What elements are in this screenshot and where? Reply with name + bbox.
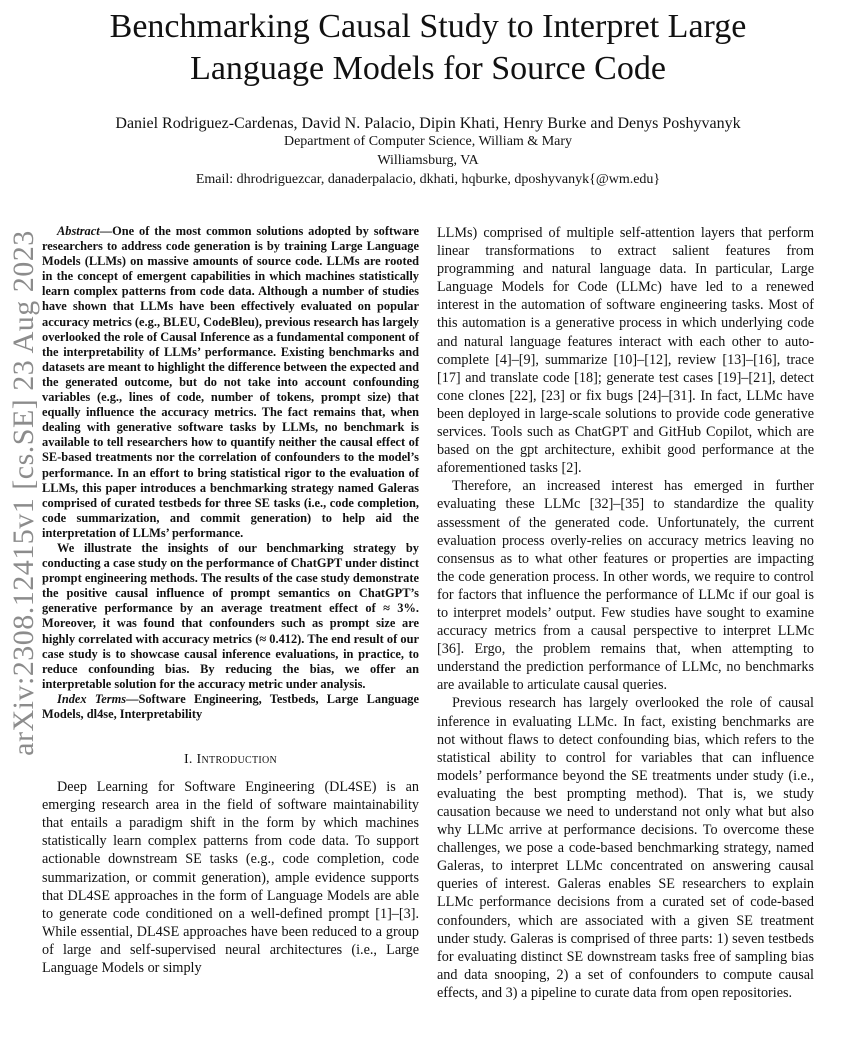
right-column — [437, 224, 814, 1002]
right-paragraph-1: LLMs) comprised of multiple self-attention layers that perform linear transformations to extract salient features from programming and natural language data. In particular, Large Language Models for Code (LLMc) have led to a renewed interest in the automation of software engineering tasks. Most of this automation is a generative process in which underlying code and natural language features interact with each other to auto-complete [4]–[9], summarize [10]–[12], review [13]–[16], trace [17] and translate code [18]; generate test cases [19]–[21], detect cone clones [22], [23] or fix bugs [24]–[31]. In fact, LLMc have been deployed in large-scale solutions to provide code generative services. Tools such as ChatGPT and GitHub Copilot, which are based on the gpt architecture, exhibit good performance at the aforementioned tasks [2]. — [437, 225, 814, 477]
paper-title — [40, 6, 816, 90]
right-paragraph-3: Previous research has largely overlooked the role of causal inference in evaluating LLMc. In fact, existing benchmarks are not without flaws to detect confounding bias, which refers to the statistical ability to control for variables that can influence models’ performance beyond the SE treatments under study (i.e., evaluating the best prompting method). That is, we study causation because we need to understand not only what but also why LLMc arrive at performance decisions. To overcome these challenges, we pose a code-based benchmarking strategy, named Galeras, to interpret LLMc concentrated on answering causal queries of interest. Galeras enables SE researchers to explain LLMc performance decisions from a curated set of code-based confounders, which are associated with a given SE treatment under study. Galeras is comprised of three parts: 1) seven testbeds for evaluating distinct SE downstream tasks free of sampling bias and data snooping, 2) a set of confounders to compute causal effects, and 3) a pipeline to curate data from open repositories. — [437, 695, 814, 1001]
index-terms-text: —Software Engineering, Testbeds, Large Language Models, dl4se, Interpretability — [42, 691, 419, 721]
author-list: Daniel Rodriguez-Cardenas, David N. Palacio, Dipin Khati, Henry Burke and Denys Poshyvanyk — [115, 115, 741, 132]
abstract-text-1: —One of the most common solutions adopted by software researchers to address code generation is by training Large Language Models (LLMs) on massive amounts of source code. LLMs are rooted in the concept of emergent capabilities in which machines statistically learn complex patterns from code data. Although a number of studies have shown that LLMs have been effectively evaluated on popular accuracy metrics (e.g., BLEU, CodeBleu), previous research has largely overlooked the role of Causal Inference as a fundamental component of the interpretability of LLMs’ performance. Existing benchmarks and datasets are meant to highlight the difference between the expected and the generated outcome, but do not take into account confounding variables (e.g., lines of code, number of tokens, prompt size) that equally influence the accuracy metrics. The fact remains that, when dealing with generative software tasks by LLMs, no benchmark is available to tell researchers how to quantify neither the causal effect of SE-based treatments nor the correlation of confounders to the model’s performance. In an effort to bring statistical rigor to the evaluation of LLMs, this paper introduces a benchmarking strategy named Galeras comprised of curated testbeds for three SE tasks (i.e., code completion, code summarization, and commit generation) to help aid the interpretation of LLMs’ performance. — [42, 224, 419, 540]
abstract-paragraph-1 — [42, 224, 419, 541]
title-line-2: Language Models for Source Code — [190, 50, 666, 87]
section-heading-introduction — [42, 752, 419, 768]
index-terms-label: Index Terms — [57, 691, 127, 706]
arxiv-side-stamp: arXiv:2308.12415v1 [cs.SE] 23 Aug 2023 — [7, 230, 40, 756]
section-title: Introduction — [196, 752, 278, 768]
right-paragraph-2: Therefore, an increased interest has emerged in further evaluating these LLMc [32]–[35] to standardize the quality assessment of the generated code. Unfortunately, the current evaluation process overly-relies on accuracy metrics leaving no consensus as to what other features or properties are impacting the code generation process. In other words, we require to control for factors that influence the performance of LLMc if our goal is to interpret models’ output. Few studies have sought to examine accuracy metrics from a causal perspective to interpret LLMc [36]. Ergo, the problem remains that, when attempting to understand the prediction performance of LLMc, no benchmarks are available to articulate causal queries. — [437, 478, 814, 694]
section-number: I. — [183, 752, 193, 768]
abstract — [42, 224, 419, 722]
location: Williamsburg, VA — [377, 153, 479, 168]
abstract-paragraph-2: We illustrate the insights of our benchmarking strategy by conducting a case study on the performance of ChatGPT under distinct prompt engineering methods. The results of the case study demonstrate the positive causal influence of prompt semantics on ChatGPT’s generative performance by an average treatment effect of ≈ 3%. Moreover, it was found that confounders such as prompt size are highly correlated with accuracy metrics (≈ 0.412). The end result of our case study is to showcase causal inference evaluations, in practice, to reduce confounding bias. By reducing the bias, we offer an interpretable solution for the accuracy metric under analysis. — [42, 540, 419, 691]
left-column — [42, 224, 419, 977]
email-line: Email: dhrodriguezcar, danaderpalacio, dkhati, hqburke, dposhyvanyk{@wm.edu} — [195, 172, 661, 187]
index-terms — [42, 692, 419, 722]
department: Department of Computer Science, William & Mary — [283, 134, 573, 149]
abstract-label: Abstract — [57, 224, 100, 238]
intro-paragraph-left: Deep Learning for Software Engineering (DL4SE) is an emerging research area in the field of software maintainability that entails a paradigm shift in the form by which machines statistically learn complex patterns from code data. To support actionable downstream SE tasks (e.g., code completion, code summarization, or commit generation), ample evidence supports that DL4SE approaches in the form of Language Models are able to generate code conditioned on a well-defined prompt [1]–[3]. While essential, DL4SE approaches have been reduced to a group of large and self-supervised neural architectures (i.e., Large Language Models or simply — [42, 779, 419, 977]
title-line-1: Benchmarking Causal Study to Interpret Large — [109, 8, 747, 45]
